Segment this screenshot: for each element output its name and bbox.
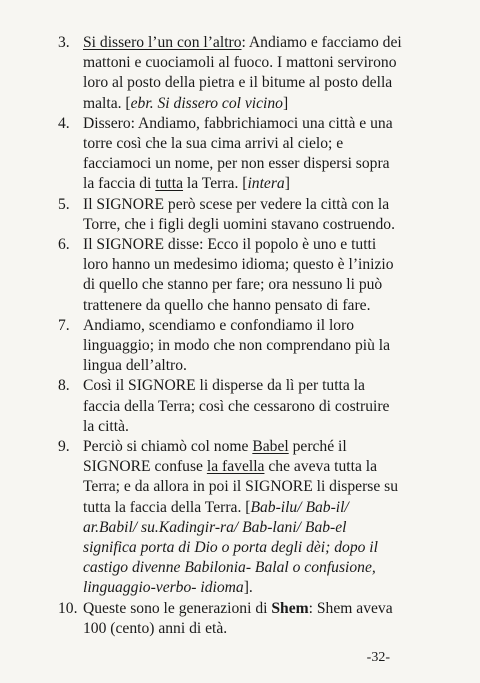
verse-text: Perciò si chiamò col nome [83,438,253,456]
verse-text: Il SIGNORE però scese per vedere la città con la Torre, che i figli degli uomini stavano costruendo. [83,195,396,233]
verse [58,114,402,195]
verse-text: Queste sono le generazioni di [83,599,272,617]
underlined-text: Si dissero l’un con l’altro [83,34,242,51]
verse-number: 10. [58,599,78,617]
verse-text: ] [282,94,289,112]
verse-list [58,33,402,639]
verse-text: Il SIGNORE disse: Ecco il popolo è uno e tutti loro hanno un medesimo idioma; questo è l’inizio di quello che stanno per fare; ora nessuno li può trattenere da quello che hanno pensato di fare. [83,236,394,314]
italic-note: Bab-ilu/ Bab-il/ ar.Babil/ su.Kadingir-ra/ Bab-lani/ Bab-el significa porta di Dio o porta degli dèi; dopo il castigo divenne Babilonia- Balal o confusione, linguaggio-verbo- idioma [83,498,378,597]
verse-number: 8. [58,377,70,395]
verse [58,316,402,377]
verse-text: Andiamo, scendiamo e confondiamo il loro linguaggio; in modo che non comprendano più la lingua dell’altro. [83,316,391,375]
verse [58,376,402,437]
underlined-text: la favella [206,458,265,476]
verse [58,195,402,235]
verse-text: Dissero: Andiamo, fabbrichiamoci una città e una torre così che la sua cima arrivi al cielo; e facciamoci un nome, per non esser dispersi sopra la faccia di [83,114,393,193]
underlined-text: Babel [252,438,289,456]
verse-text: che aveva tutta la Terra; e da allora in poi il SIGNORE li disperse su tutta la faccia della Terra. [ [83,458,399,516]
verse [58,235,402,316]
verse-text: perché il SIGNORE confuse [83,438,347,476]
verse-number: 3. [58,34,70,51]
verse-number: 6. [58,236,70,254]
verse [58,599,402,639]
verse-text: ]. [243,579,253,597]
verse-number: 4. [58,114,70,132]
bold-text: Shem [271,599,309,617]
verse-number: 7. [58,316,70,334]
italic-note: intera [247,175,285,193]
verse-text: la Terra. [ [183,175,248,193]
page-number: -32- [366,650,390,665]
verse-text: : Shem aveva 100 (cento) anni di età. [83,599,393,637]
underlined-text: tutta [155,175,184,193]
verse-text: Così il SIGNORE li disperse da lì per tutta la faccia della Terra; così che cessarono di costruire la città. [83,377,390,435]
verse [58,33,402,114]
italic-note: ebr. Si dissero col vicino [130,94,283,112]
verse-text: : Andiamo e facciamo dei mattoni e cuociamoli al fuoco. I mattoni servirono loro al posto della pietra e il bitume al posto della malta. [ [83,34,402,112]
verse-number: 9. [58,438,70,456]
verse-text: ] [284,175,290,193]
verse-number: 5. [58,195,70,213]
verse [58,437,402,599]
